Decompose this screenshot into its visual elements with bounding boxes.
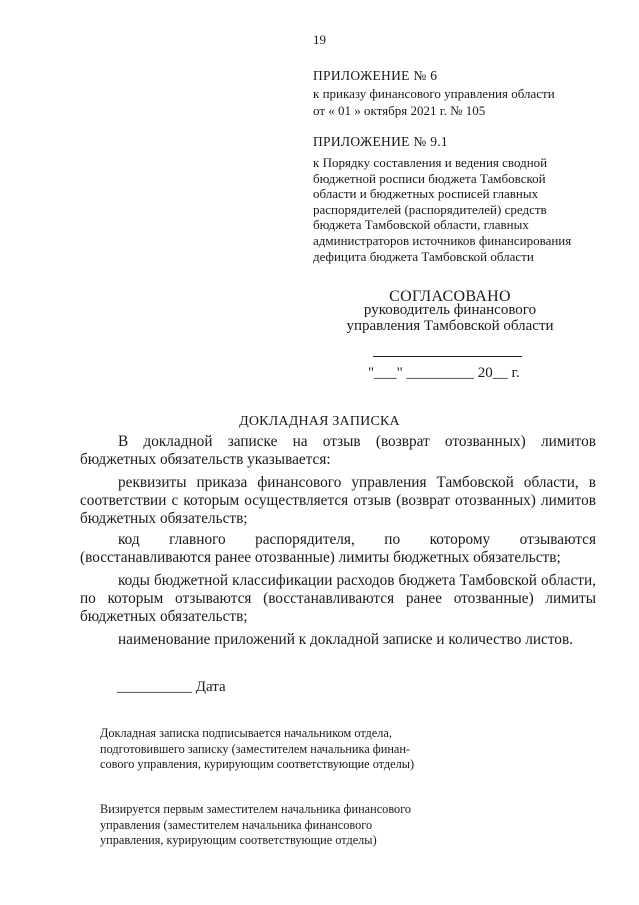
- date-field: __________ Дата: [117, 679, 226, 695]
- visa-note-line: управления (заместителем начальника финансового: [100, 817, 373, 832]
- appendix-6-line-2: от « 01 » октября 2021 г. № 105: [313, 103, 486, 118]
- appendix-9-1-line: дефицита бюджета Тамбовской области: [313, 248, 534, 264]
- approval-title: СОГЛАСОВАНО: [389, 288, 511, 305]
- visa-note-line: Визируется первым заместителем начальника финансового: [100, 802, 412, 816]
- appendix-9-1-line: распорядителей (распорядителей) средств: [313, 201, 547, 217]
- approval-position-line-1: руководитель финансового: [363, 302, 537, 318]
- list-item: наименование приложений к докладной записке и количество листов.: [118, 631, 573, 648]
- signature-note-line: подготовившего записку (заместителем начальника финан-: [100, 741, 411, 756]
- page-number: 19: [313, 32, 326, 47]
- appendix-9-1-line: бюджетной росписи бюджета Тамбовской: [313, 170, 546, 186]
- signature-line: [373, 356, 522, 357]
- list-item: код главного распорядителя, по которому отзываются (восстанавливаются ранее отозванные) лимиты бюджетных обязательств;: [80, 531, 596, 566]
- approval-date-line: "___" _________ 20__ г.: [368, 365, 520, 381]
- appendix-6-line-1: к приказу финансового управления области: [313, 86, 555, 101]
- approval-position-line-2: управления Тамбовской области: [346, 318, 554, 334]
- intro-paragraph: В докладной записке на отзыв (возврат отозванных) лимитов бюджетных обязательств указывается:: [80, 433, 596, 468]
- list-item: реквизиты приказа финансового управления Тамбовской области, в соответствии с которым осуществляется отзыв (возврат отозванных) лимитов бюджетных обязательств;: [80, 474, 596, 527]
- visa-note-line: управления, курирующим соответствующие отделы): [100, 833, 377, 848]
- appendix-9-1-line: бюджета Тамбовской области, главных: [313, 217, 529, 233]
- appendix-6-title: ПРИЛОЖЕНИЕ № 6: [313, 68, 438, 83]
- list-item: коды бюджетной классификации расходов бюджета Тамбовской области, по которым отзываются (восстанавливаются ранее отозванные) лимиты бюджетных обязательств;: [80, 572, 596, 625]
- appendix-9-1-line: области и бюджетных росписей главных: [313, 186, 539, 202]
- appendix-9-1-line: к Порядку составления и ведения сводной: [313, 155, 548, 170]
- signature-note-line: сового управления, курирующим соответствующие отделы): [100, 757, 415, 772]
- signature-note-line: Докладная записка подписывается начальником отдела,: [100, 726, 392, 740]
- document-title: ДОКЛАДНАЯ ЗАПИСКА: [239, 414, 400, 429]
- appendix-9-1-title: ПРИЛОЖЕНИЕ № 9.1: [313, 134, 448, 149]
- appendix-9-1-line: администраторов источников финансирования: [313, 233, 572, 248]
